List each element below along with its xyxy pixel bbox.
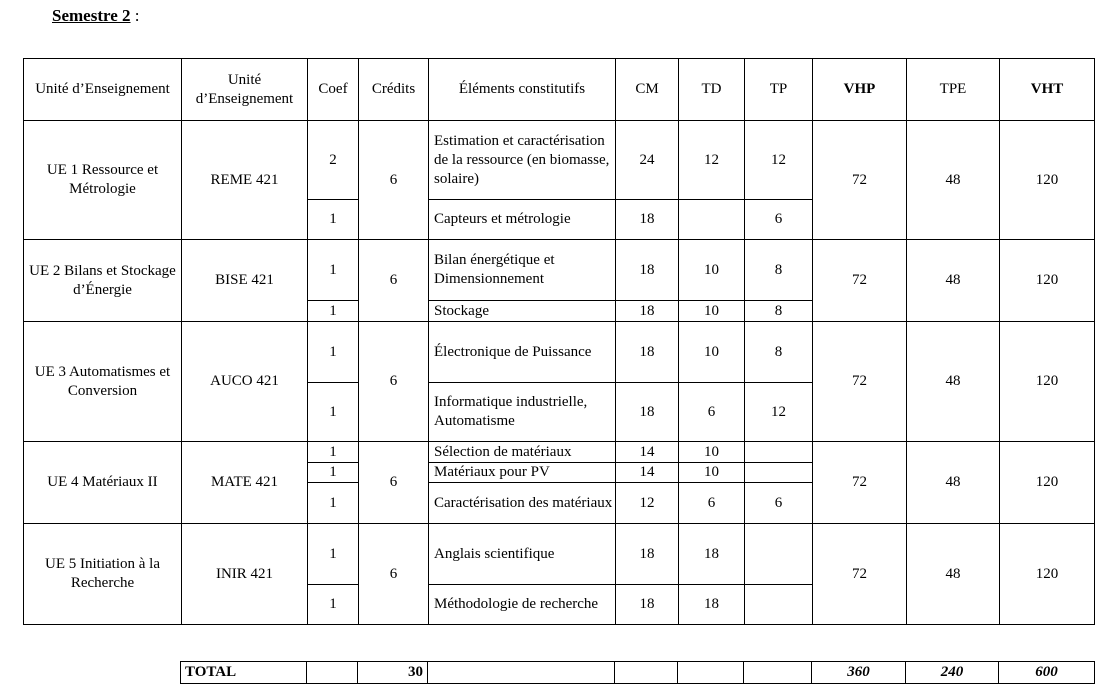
header-cell: Éléments constitutifs	[429, 59, 616, 121]
vht-cell: 120	[1000, 524, 1095, 625]
element-name-cell: Caractérisation des matériaux	[429, 483, 616, 524]
coef-cell: 1	[308, 524, 359, 585]
header-cell: Crédits	[359, 59, 429, 121]
coef-cell: 1	[308, 383, 359, 442]
element-name-cell: Bilan énergétique et Dimensionnement	[429, 240, 616, 301]
td-cell	[679, 200, 745, 240]
tp-cell	[745, 585, 813, 625]
td-cell: 10	[679, 301, 745, 322]
cm-cell: 18	[616, 240, 679, 301]
credits-cell: 6	[359, 322, 429, 442]
cm-cell: 18	[616, 524, 679, 585]
header-cell: Coef	[308, 59, 359, 121]
total-vht: 600	[999, 662, 1095, 684]
element-name-cell: Anglais scientifique	[429, 524, 616, 585]
cm-cell: 14	[616, 463, 679, 483]
tp-cell	[745, 463, 813, 483]
unit-code-cell: BISE 421	[182, 240, 308, 322]
table-row	[24, 240, 1095, 301]
td-cell: 12	[679, 121, 745, 200]
header-cell: Unité d’Enseignement	[24, 59, 182, 121]
header-cell: Unité d’Enseignement	[182, 59, 308, 121]
vhp-cell: 72	[813, 240, 907, 322]
tp-cell: 8	[745, 301, 813, 322]
coef-cell: 2	[308, 121, 359, 200]
vhp-cell: 72	[813, 442, 907, 524]
table-row	[24, 121, 1095, 200]
coef-cell: 1	[308, 442, 359, 463]
total-empty-cell	[678, 662, 744, 684]
vhp-cell: 72	[813, 524, 907, 625]
coef-cell: 1	[308, 483, 359, 524]
total-empty-cell	[744, 662, 812, 684]
unit-name-cell: UE 5 Initiation à la Recherche	[24, 524, 182, 625]
tp-cell	[745, 442, 813, 463]
tp-cell	[745, 524, 813, 585]
total-empty-cell	[428, 662, 615, 684]
vht-cell: 120	[1000, 442, 1095, 524]
header-cell: TPE	[907, 59, 1000, 121]
tp-cell: 8	[745, 322, 813, 383]
header-cell: VHP	[813, 59, 907, 121]
header-cell: CM	[616, 59, 679, 121]
header-cell: TD	[679, 59, 745, 121]
tpe-cell: 48	[907, 121, 1000, 240]
unit-name-cell: UE 3 Automatismes et Conversion	[24, 322, 182, 442]
coef-cell: 1	[308, 463, 359, 483]
element-name-cell: Informatique industrielle, Automatisme	[429, 383, 616, 442]
unit-code-cell: AUCO 421	[182, 322, 308, 442]
cm-cell: 18	[616, 301, 679, 322]
element-name-cell: Matériaux pour PV	[429, 463, 616, 483]
header-cell: TP	[745, 59, 813, 121]
cm-cell: 18	[616, 200, 679, 240]
cm-cell: 18	[616, 383, 679, 442]
credits-cell: 6	[359, 240, 429, 322]
total-empty-cell	[615, 662, 678, 684]
table-header-row	[24, 59, 1095, 121]
credits-cell: 6	[359, 121, 429, 240]
unit-code-cell: REME 421	[182, 121, 308, 240]
table-row	[24, 322, 1095, 383]
semester-colon: :	[130, 6, 140, 25]
unit-code-cell: MATE 421	[182, 442, 308, 524]
tpe-cell: 48	[907, 322, 1000, 442]
tp-cell: 12	[745, 383, 813, 442]
tpe-cell: 48	[907, 240, 1000, 322]
td-cell: 18	[679, 524, 745, 585]
tp-cell: 12	[745, 121, 813, 200]
td-cell: 10	[679, 442, 745, 463]
total-label: TOTAL	[181, 662, 307, 684]
header-cell: VHT	[1000, 59, 1095, 121]
total-row	[181, 662, 1095, 684]
cm-cell: 18	[616, 322, 679, 383]
element-name-cell: Sélection de matériaux	[429, 442, 616, 463]
element-name-cell: Méthodologie de recherche	[429, 585, 616, 625]
element-name-cell: Électronique de Puissance	[429, 322, 616, 383]
coef-cell: 1	[308, 322, 359, 383]
element-name-cell: Capteurs et métrologie	[429, 200, 616, 240]
element-name-cell: Stockage	[429, 301, 616, 322]
semester-heading	[52, 6, 140, 26]
course-table	[23, 58, 1095, 625]
tpe-cell: 48	[907, 442, 1000, 524]
tp-cell: 6	[745, 483, 813, 524]
total-empty-cell	[307, 662, 358, 684]
credits-cell: 6	[359, 524, 429, 625]
total-tpe: 240	[906, 662, 999, 684]
unit-code-cell: INIR 421	[182, 524, 308, 625]
td-cell: 10	[679, 240, 745, 301]
coef-cell: 1	[308, 240, 359, 301]
unit-name-cell: UE 2 Bilans et Stockage d’Énergie	[24, 240, 182, 322]
total-credits: 30	[358, 662, 428, 684]
td-cell: 18	[679, 585, 745, 625]
credits-cell: 6	[359, 442, 429, 524]
vht-cell: 120	[1000, 322, 1095, 442]
semester-title: Semestre 2	[52, 6, 131, 25]
table-row	[24, 524, 1095, 585]
td-cell: 10	[679, 463, 745, 483]
cm-cell: 14	[616, 442, 679, 463]
tp-cell: 8	[745, 240, 813, 301]
element-name-cell: Estimation et caractérisation de la ressource (en biomasse, solaire)	[429, 121, 616, 200]
coef-cell: 1	[308, 585, 359, 625]
td-cell: 6	[679, 483, 745, 524]
vhp-cell: 72	[813, 121, 907, 240]
td-cell: 6	[679, 383, 745, 442]
table-body	[24, 59, 1095, 625]
tpe-cell: 48	[907, 524, 1000, 625]
unit-name-cell: UE 1 Ressource et Métrologie	[24, 121, 182, 240]
cm-cell: 18	[616, 585, 679, 625]
vht-cell: 120	[1000, 240, 1095, 322]
tp-cell: 6	[745, 200, 813, 240]
vht-cell: 120	[1000, 121, 1095, 240]
table-row	[24, 442, 1095, 463]
td-cell: 10	[679, 322, 745, 383]
cm-cell: 24	[616, 121, 679, 200]
coef-cell: 1	[308, 200, 359, 240]
cm-cell: 12	[616, 483, 679, 524]
vhp-cell: 72	[813, 322, 907, 442]
total-table	[180, 661, 1095, 684]
coef-cell: 1	[308, 301, 359, 322]
total-vhp: 360	[812, 662, 906, 684]
unit-name-cell: UE 4 Matériaux II	[24, 442, 182, 524]
